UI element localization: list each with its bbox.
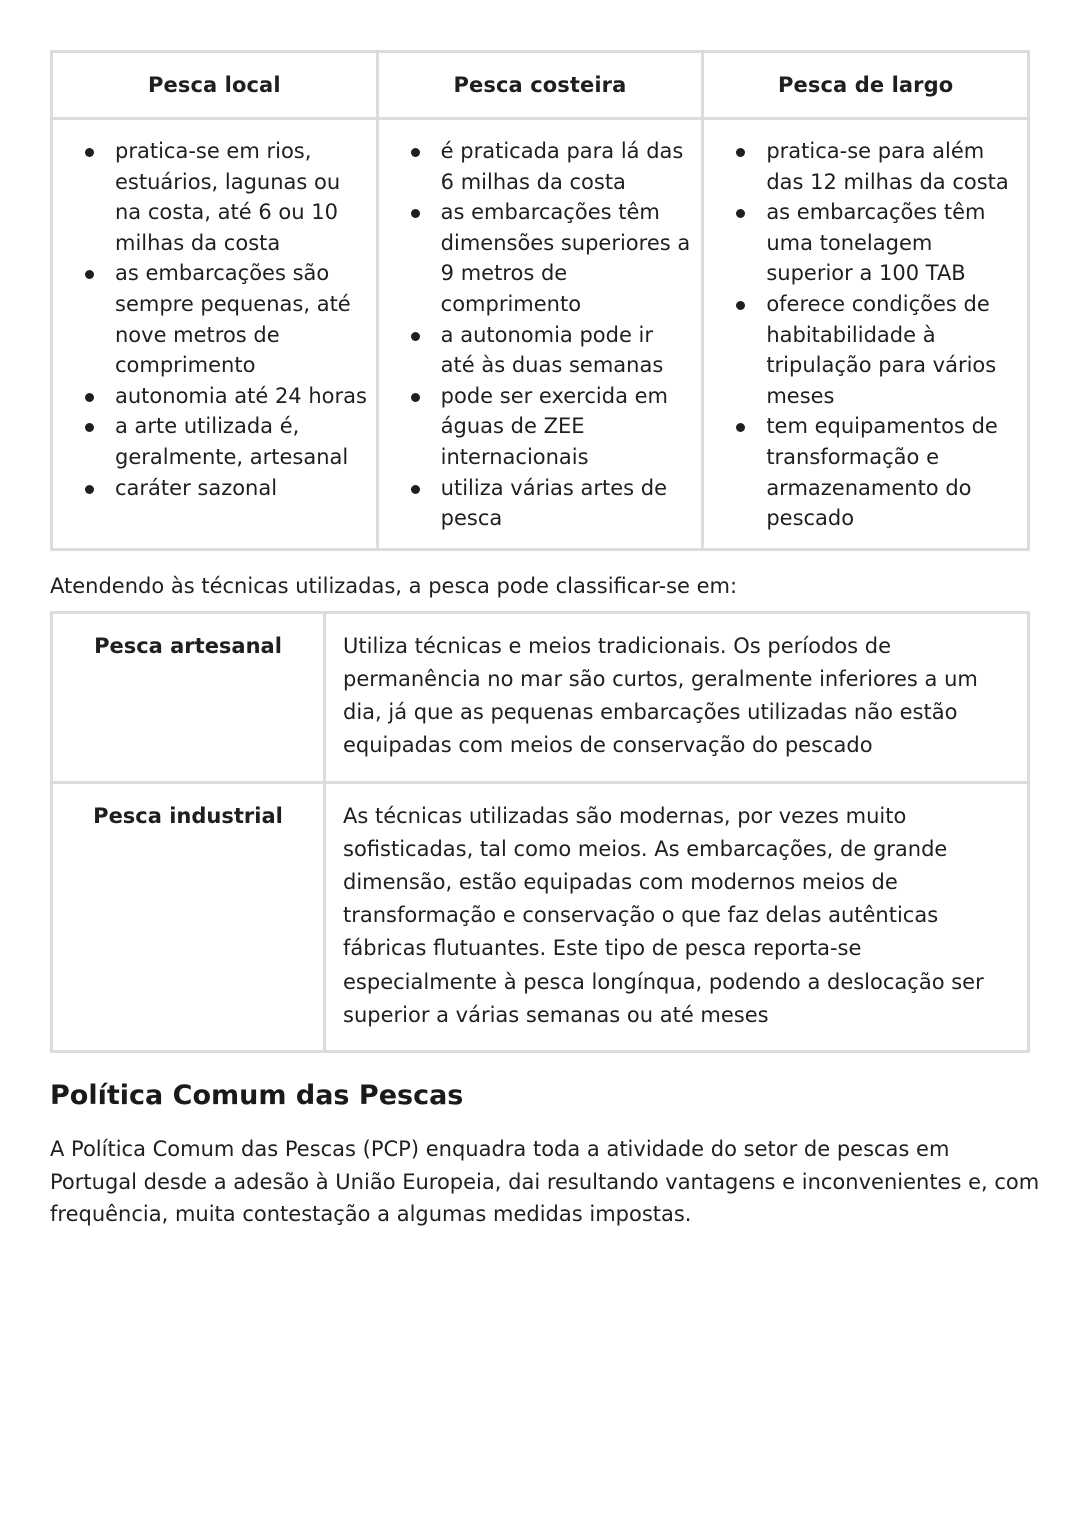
bullet-icon: [85, 148, 94, 157]
section-paragraph: A Política Comum das Pescas (PCP) enquadra toda a atividade do setor de pescas em Portugal desde a adesão à União Europeia, dai resultando vantagens e inconvenientes e, com frequência, muita contestação a algumas medidas impostas.: [50, 1136, 1040, 1227]
table-row: [52, 119, 1029, 550]
bullet-icon: [411, 209, 420, 218]
list-item: [115, 136, 368, 258]
list-item-text: as embarcações têm uma tonelagem superior a 100 TAB: [766, 200, 986, 286]
list-item-text: pode ser exercida em águas de ZEE internacionais: [440, 383, 668, 469]
list-item: [766, 289, 1019, 411]
header-pesca-costeira: Pesca costeira: [377, 52, 703, 119]
list-item: [441, 320, 694, 381]
bullet-icon: [736, 423, 745, 432]
list-item-text: tem equipamentos de transformação e armazenamento do pescado: [766, 414, 998, 531]
bullet-icon: [736, 209, 745, 218]
bullet-icon: [411, 393, 420, 402]
fishing-technique-table: [50, 611, 1030, 1053]
list-item: [766, 136, 1019, 197]
section-heading: Política Comum das Pescas: [50, 1079, 464, 1111]
document-page: [50, 50, 1040, 1231]
bullet-icon: [85, 485, 94, 494]
list-item: [766, 197, 1019, 289]
list-item: [115, 258, 368, 380]
bullet-list: [712, 136, 1019, 534]
list-item: [441, 197, 694, 319]
list-item-text: utiliza várias artes de pesca: [440, 475, 668, 531]
bullet-list: [387, 136, 694, 534]
row-description-artesanal: Utiliza técnicas e meios tradicionais. Os períodos de permanência no mar são curtos, geralmente inferiores a um dia, já que as pequenas embarcações utilizadas não estão equipadas com meios de conservação do pescado: [325, 612, 1029, 782]
list-item-text: oferece condições de habitabilidade à tripulação para vários meses: [766, 291, 997, 408]
row-label-artesanal: Pesca artesanal: [52, 612, 325, 782]
column-pesca-local: [52, 119, 378, 550]
list-item: [115, 381, 368, 412]
bullet-icon: [85, 270, 94, 279]
bullet-icon: [411, 485, 420, 494]
bullet-icon: [85, 393, 94, 402]
list-item: [441, 381, 694, 473]
table-row: [52, 612, 1029, 782]
intro-text: Atendendo às técnicas utilizadas, a pesca pode classificar-se em:: [50, 573, 738, 598]
column-pesca-costeira: [377, 119, 703, 550]
bullet-list: [61, 136, 368, 503]
table-row: [52, 782, 1029, 1051]
list-item-text: pratica-se em rios, estuários, lagunas ou na costa, até 6 ou 10 milhas da costa: [115, 139, 341, 255]
bullet-icon: [736, 148, 745, 157]
column-pesca-de-largo: [703, 119, 1029, 550]
list-item-text: pratica-se para além das 12 milhas da costa: [766, 139, 1009, 194]
bullet-icon: [411, 148, 420, 157]
header-pesca-de-largo: Pesca de largo: [703, 52, 1029, 119]
list-item: [441, 473, 694, 534]
row-label-industrial: Pesca industrial: [52, 782, 325, 1051]
list-item-text: as embarcações têm dimensões superiores a 9 metros de comprimento: [440, 200, 691, 316]
list-item: [115, 411, 368, 472]
list-item-text: as embarcações são sempre pequenas, até nove metros de comprimento: [115, 261, 351, 378]
list-item-text: autonomia até 24 horas: [115, 383, 367, 408]
list-item: [766, 411, 1019, 533]
list-item-text: é praticada para lá das 6 milhas da costa: [440, 139, 684, 194]
bullet-icon: [411, 332, 420, 341]
list-item-text: a autonomia pode ir até às duas semanas: [440, 322, 664, 378]
row-description-industrial: As técnicas utilizadas são modernas, por vezes muito sofisticadas, tal como meios. As embarcações, de grande dimensão, estão equipadas com modernos meios de transformação e conservação o que faz delas autênticas fábricas flutuantes. Este tipo de pesca reporta-se especialmente à pesca longínqua, podendo a deslocação ser superior a várias semanas ou até meses: [325, 782, 1029, 1051]
table-header-row: [52, 52, 1029, 119]
list-item: [441, 136, 694, 197]
list-item-text: caráter sazonal: [115, 475, 278, 500]
bullet-icon: [736, 301, 745, 310]
list-item: [115, 473, 368, 504]
fishing-area-table: [50, 50, 1030, 551]
bullet-icon: [85, 423, 94, 432]
header-pesca-local: Pesca local: [52, 52, 378, 119]
list-item-text: a arte utilizada é, geralmente, artesanal: [115, 414, 349, 469]
